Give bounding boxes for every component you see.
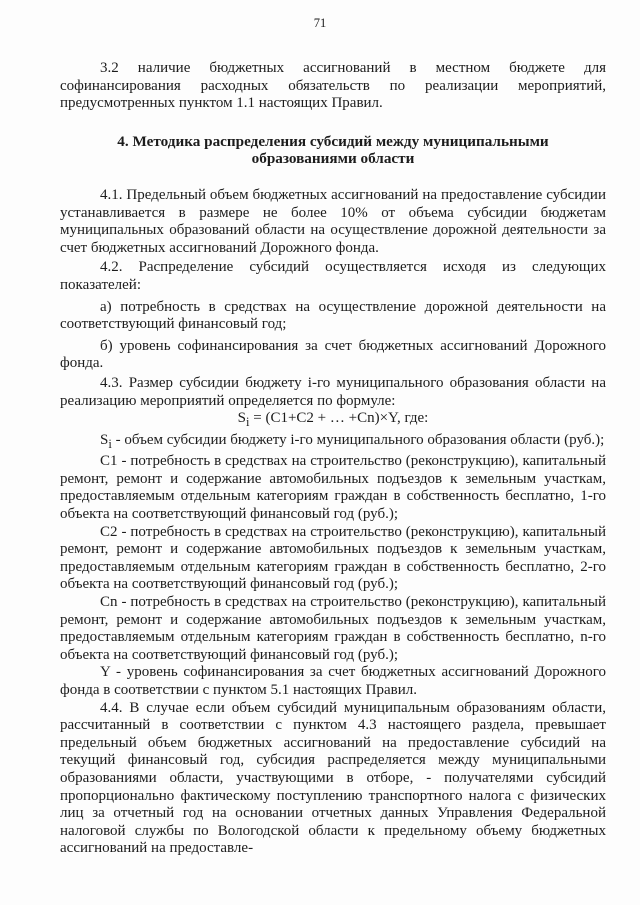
section-heading (60, 133, 606, 168)
formula-s: S (237, 410, 247, 427)
list-item-b: б) уровень софинансирования за счет бюджетных ассигнований Дорожного фонда. (60, 337, 606, 372)
definition-c1: С1 - потребность в средствах на строительство (реконструкцию), капитальный ремонт, ремонт и содержание автомобильных подъездов к земельным участкам, предоставляемым отдельным категориям граждан в собственность бесплатно, 1-го объекта на соответствующий финансовый год (руб.); (60, 453, 606, 523)
page-number: 71 (313, 16, 327, 30)
definition-cn: Сn - потребность в средствах на строительство (реконструкцию), капитальный ремонт, ремонт и содержание автомобильных подъездов к земельным участкам, предоставляемым отдельным категориям граждан в собственность бесплатно, n-го объекта на соответствующий финансовый год (руб.); (60, 594, 606, 663)
definition-c2: С2 - потребность в средствах на строительство (реконструкцию), капитальный ремонт, ремонт и содержание автомобильных подъездов к земельным участкам, предоставляемым отдельным категориям граждан в собственность бесплатно, 2-го объекта на соответствующий финансовый год (руб.); (60, 523, 606, 593)
section-heading-line-1: 4. Методика распределения субсидий между муниципальными (117, 132, 549, 150)
definition-y: Y - уровень софинансирования за счет бюджетных ассигнований Дорожного фонда в соответствии с пунктом 5.1 настоящих Правил. (60, 664, 606, 698)
formula-s-subscript: i (246, 415, 250, 430)
section-heading-line-2: образованиями области (251, 150, 415, 168)
formula (60, 410, 606, 432)
paragraph-4-1: 4.1. Предельный объем бюджетных ассигнований на предоставление субсидии устанавливается в размере не более 10% от объема субсидии бюджетам муниципальных образований области на осуществление дорожной деятельности за счет бюджетных ассигнований Дорожного фонда. (60, 186, 606, 256)
definition-si-subscript: i (108, 436, 112, 451)
list-item-a: а) потребность в средствах на осуществление дорожной деятельности на соответствующий финансовый год; (60, 298, 606, 333)
definition-si-s: S (100, 431, 109, 448)
paragraph-4-2: 4.2. Распределение субсидий осуществляется исходя из следующих показателей: (60, 259, 606, 293)
paragraph-4-3: 4.3. Размер субсидии бюджету i-го муниципального образования области на реализацию мероприятий определяется по формуле: (60, 374, 606, 409)
definition-si (60, 432, 606, 454)
formula-expression: = (C1+C2 + … +Cn)×Y, где: (249, 410, 429, 427)
paragraph-3-2: 3.2 наличие бюджетных ассигнований в местном бюджете для софинансирования расходных обязательств по реализации мероприятий, предусмотренных пунктом 1.1 настоящих Правил. (60, 60, 606, 112)
definition-si-text: - объем субсидии бюджету i-го муниципального образования области (руб.); (111, 431, 605, 448)
paragraph-4-4: 4.4. В случае если объем субсидий муниципальным образованиям области, рассчитанный в соответствии с пунктом 4.3 настоящего раздела, превышает предельный объем бюджетных ассигнований на предоставление субсидий на текущий финансовый год, субсидия распределяется между муниципальными образованиями области, участвующими в отборе, - получателями субсидий пропорционально фактическому поступлению транспортного налога с физических лиц за отчетный год на основании отчетных данных Управления Федеральной налоговой службы по Вологодской области к предельному объему бюджетных ассигнований на предоставле- (60, 699, 606, 857)
document-body (60, 60, 606, 858)
